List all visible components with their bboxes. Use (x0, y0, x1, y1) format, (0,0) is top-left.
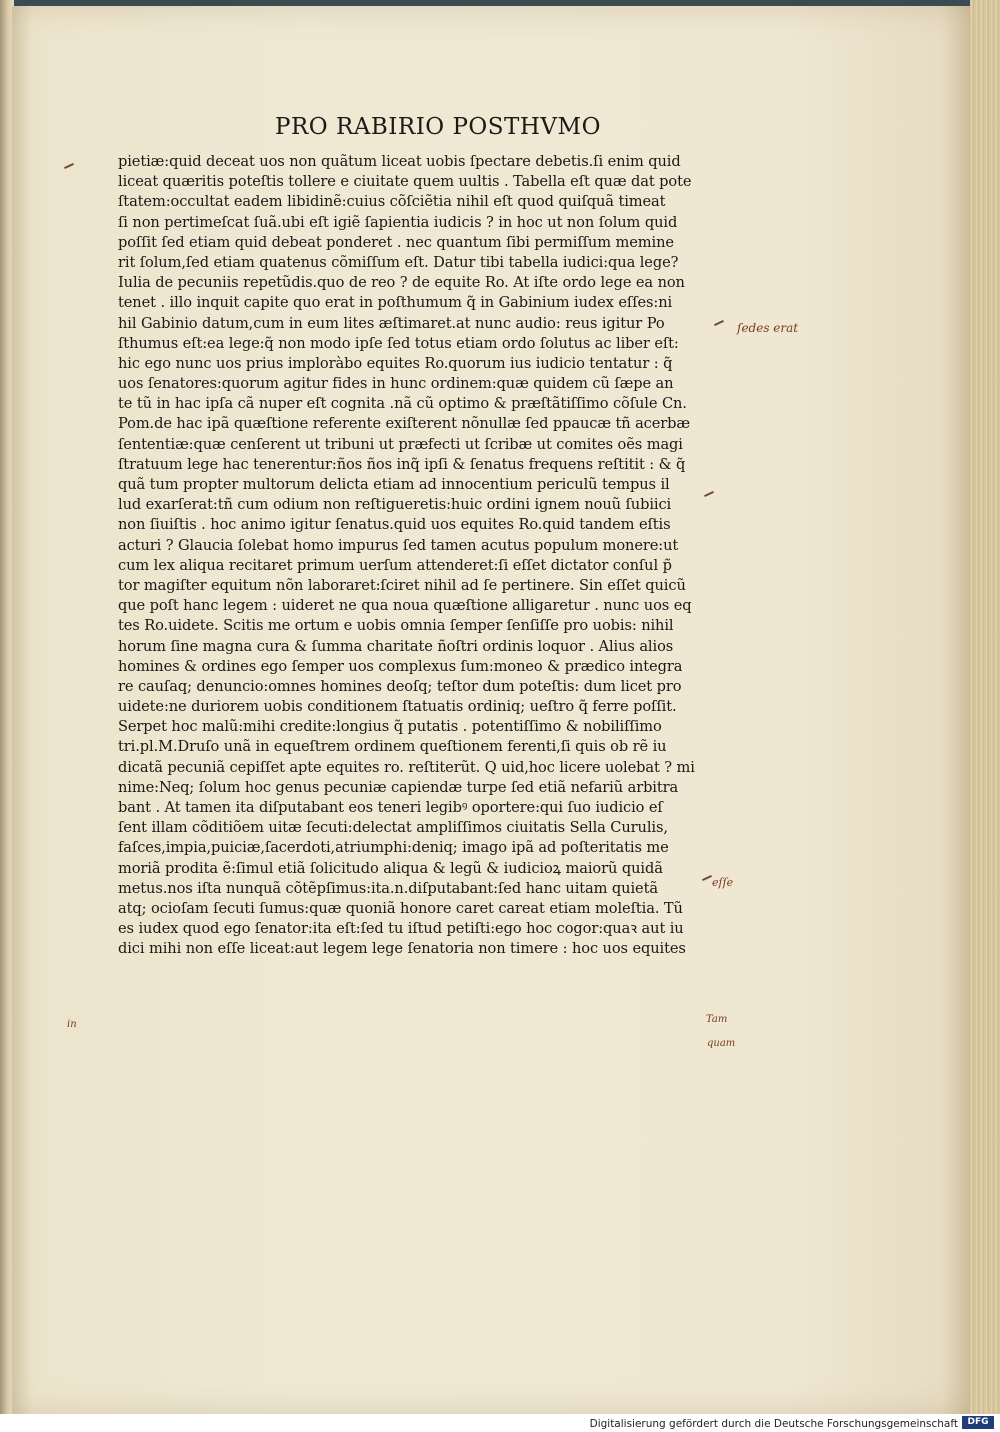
text-line: dicatã pecuniã cepiſſet apte equites ro. reſtiterũt. Q uid,hoc licere uolebat ? mi (118, 758, 695, 776)
text-line: homines & ordines ego ſemper uos complexus ſum:moneo & prædico integra (118, 657, 683, 675)
margin-note-in: in (67, 1019, 77, 1030)
dfg-logo: DFG (962, 1416, 994, 1429)
text-line: ſtatem:occultat eadem libidinẽ:cuius cõſciẽtia nihil eſt quod quiſquã timeat (118, 193, 666, 211)
margin-note-sedes-erat: ſedes erat (737, 321, 799, 335)
text-line: uidete:ne duriorem uobis conditionem ſtatuatis ordiniq; ueſtro q̃ ferre poſſit. (118, 698, 677, 716)
text-line: que poſt hanc legem : uideret ne qua noua quæſtione alligaretur . nunc uos eq (118, 597, 692, 615)
text-line: ſententiæ:quæ cenſerent ut tribuni ut præfecti ut ſcribæ ut comites oẽs magi (118, 435, 683, 453)
text-line: pietiæ:quid deceat uos non quãtum liceat uobis ſpectare debetis.ſi enim quid (118, 153, 681, 170)
text-line: tenet . illo inquit capite quo erat in poſthumum q̃ in Gabinium iudex eſſes:ni (118, 294, 673, 312)
text-line: ſtratuum lege hac tenerentur:ños ños inq̃ ipſi & ſenatus frequens reſtitit : & q̃ (118, 455, 686, 473)
text-line: dici mihi non eſſe liceat:aut legem lege ſenatoria non timere : hoc uos equites (118, 940, 686, 958)
page-edges (970, 0, 1000, 1414)
margin-note-tam: Tam (706, 1014, 728, 1025)
text-line: moriã prodita ẽ:ſimul etiã ſolicitudo aliqua & legũ & iudicioꝝ maiorũ quidã (118, 859, 663, 877)
text-line: bant . At tamen ita diſputabant eos teneri legibꝰ oportere:qui ſuo iudicio eſ (118, 799, 663, 816)
text-line: ſent illam cõditiõem uitæ ſecuti:delectat ampliſſimos ciuitatis Sella Curulis, (118, 819, 668, 837)
text-line: te tũ in hac ipſa cã nuper eſt cognita .nã cũ optimo & præſtãtiſſimo cõſule Cn. (118, 395, 687, 413)
text-line: non ſiuiſtis . hoc animo igitur ſenatus.quid uos equites Ro.quid tandem eſtis (118, 516, 671, 534)
text-line: ſi non pertimeſcat ſuã.ubi eſt igiẽ ſapientia iudicis ? in hoc ut non ſolum quid (118, 213, 678, 231)
text-line: atq; ocioſam ſecuti ſumus:quæ quoniã honore caret careat etiam moleſtia. Tũ (118, 899, 683, 917)
text-line: poſſit ſed etiam quid debeat ponderet . nec quantum ſibi permiſſum memine (118, 233, 674, 251)
text-line: re cauſaq; denuncio:omnes homines deoſq; teſtor dum poteſtis: dum licet pro (118, 677, 682, 695)
text-line: lud exarſerat:tñ cum odium non reſtigueretis:huic ordini ignem nouũ ſubiici (118, 496, 672, 514)
text-line: liceat quæritis poteſtis tollere e ciuitate quem uultis . Tabella eſt quæ dat pote (118, 173, 692, 191)
digitization-credit: Digitalisierung gefördert durch die Deutsche Forschungsgemeinschaft (589, 1418, 958, 1430)
text-line: rit ſolum,ſed etiam quatenus cõmiſſum eſt. Datur tibi tabella iudici:qua lege? (118, 253, 679, 271)
text-line: Serpet hoc malũ:mihi credite:longius q̃ putatis . potentiſſimo & nobiliſſimo (118, 718, 662, 736)
text-line: tes Ro.uidete. Scitis me ortum e uobis omnia ſemper ſenſiſſe pro uobis: nihil (118, 617, 674, 635)
text-line: uos ſenatores:quorum agitur fides in hunc ordinem:quæ quidem cũ ſæpe an (118, 375, 674, 393)
text-line: horum ſine magna cura & ſumma charitate ñoſtri ordinis loquor . Alius alios (118, 637, 674, 655)
text-line: faſces,impia,puiciæ,ſacerdoti,atriumphi:deniq; imago ipã ad poſteritatis me (118, 839, 669, 857)
text-line: acturi ? Glaucia ſolebat homo impurus ſed tamen acutus populum monere:ut (118, 536, 679, 554)
margin-note-quam: quam (707, 1038, 736, 1049)
text-line: hic ego nunc uos prius imploràbo equites Ro.quorum ius iudicio tentatur : q̃ (118, 354, 673, 372)
text-line: Pom.de hac ipã quæſtione referente exiſterent nõnullæ ſed ppaucæ tñ acerbæ (118, 415, 691, 433)
text-line: Iulia de pecuniis repetũdis.quo de reo ? de equite Ro. At iſte ordo lege ea non (118, 274, 685, 292)
text-line: tor magiſter equitum nõn laboraret:ſciret nihil ad ſe pertinere. Sin eſſet quicũ (118, 576, 686, 594)
text-line: hil Gabinio datum,cum in eum lites æſtimaret.at nunc audio: reus igitur Po (118, 314, 665, 332)
margin-note-esse: eſſe (712, 876, 734, 889)
text-line: nime:Neq; ſolum hoc genus pecuniæ capiendæ turpe ſed etiã nefariũ arbitra (118, 778, 679, 796)
text-line: ſthumus eſt:ea lege:q̃ non modo ipſe ſed totus etiam ordo ſolutus ac liber eſt: (118, 334, 679, 352)
text-line: tri.pl.M.Druſo unã in equeſtrem ordinem queſtionem ferenti,ſi quis ob rẽ iu (118, 738, 667, 756)
text-line: metus.nos iſta nunquã cõtẽpſimus:ita.n.diſputabant:ſed hanc uitam quietã (118, 879, 658, 897)
running-head: PRO RABIRIO POSTHVMO (275, 114, 601, 140)
text-line: es iudex quod ego ſenator:ita eſt:ſed tu iſtud petiſti:ego hoc cogor:quaꝛ aut iu (118, 920, 684, 938)
text-line: cum lex aliqua recitaret primum uerſum attenderet:ſi eſſet dictator conſul p̃ (118, 556, 672, 574)
text-block (118, 152, 718, 960)
text-line: quã tum propter multorum delicta etiam ad innocentium periculũ tempus il (118, 476, 670, 493)
